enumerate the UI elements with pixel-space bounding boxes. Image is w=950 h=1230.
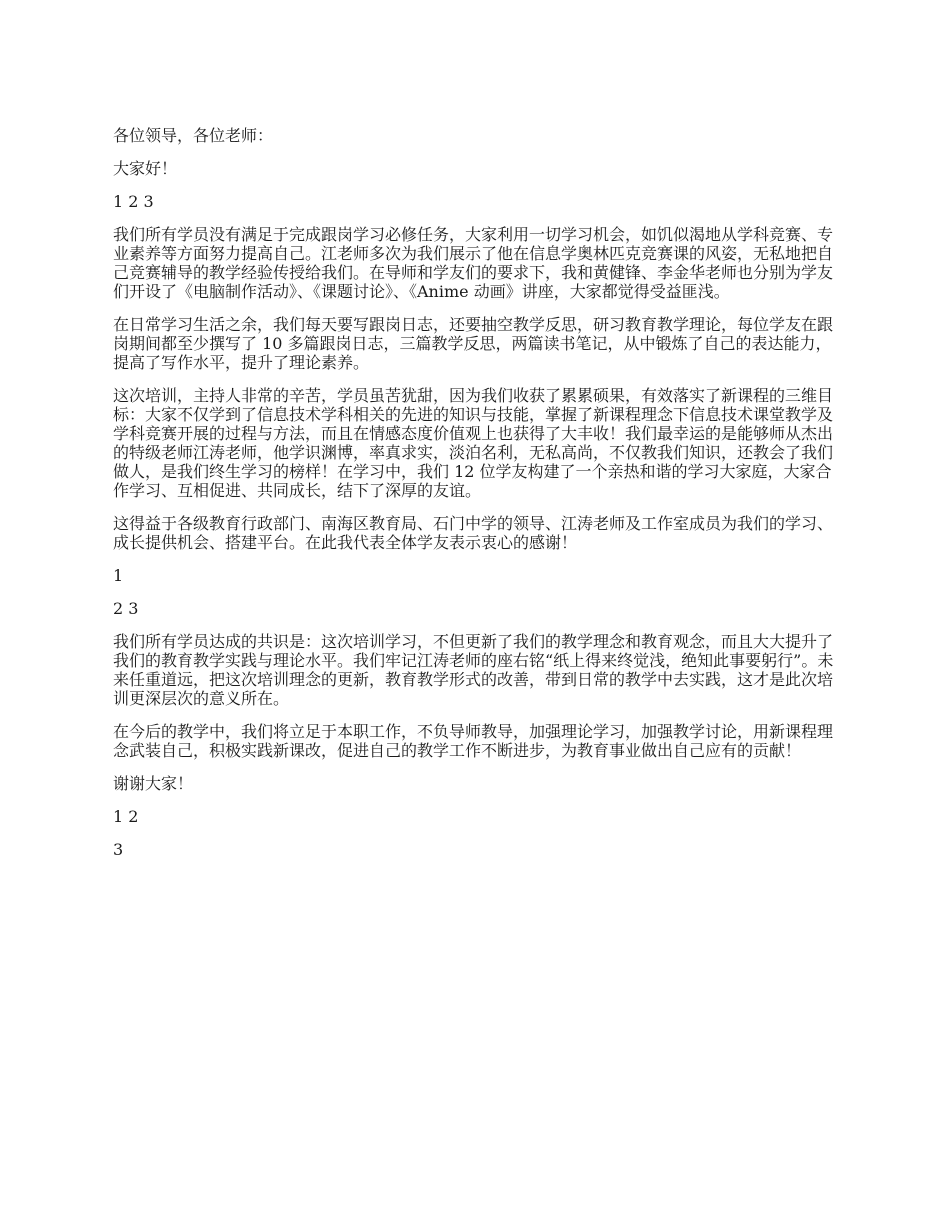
body-paragraph: 这次培训，主持人非常的辛苦，学员虽苦犹甜，因为我们收获了累累硕果，有效落实了新课程的三维目标：大家不仅学到了信息技术学科相关的先进的知识与技能，掌握了新课程理念下信息技术课堂教学及学科竞赛开展的过程与方法，而且在情感态度价值观上也获得了大丰收！我们最幸运的是能够师从杰出的特级老师江涛老师，他学识渊博，率真求实，淡泊名利，无私高尚，不仅教我们知识，还教会了我们做人，是我们终生学习的榜样！在学习中，我们 12 位学友构建了一个亲热和谐的学习大家庭，大家合作学习、互相促进、共同成长，结下了深厚的友谊。 (113, 386, 834, 500)
section-number: 1 (113, 566, 124, 585)
greeting: 大家好！ (113, 159, 178, 178)
section-number: 1 2 (113, 807, 139, 826)
salutation: 各位领导，各位老师： (113, 126, 274, 145)
section-number: 1 2 3 (113, 192, 154, 211)
body-paragraph: 在日常学习生活之余，我们每天要写跟岗日志，还要抽空教学反思，研习教育教学理论，每位学友在跟岗期间都至少撰写了 10 多篇跟岗日志，三篇教学反思，两篇读书笔记，从中锻炼了自己的表达能力，提高了写作水平，提升了理论素养。 (113, 315, 834, 372)
body-paragraph: 我们所有学员达成的共识是：这次培训学习，不但更新了我们的教学理念和教育观念，而且大大提升了我们的教育教学实践与理论水平。我们牢记江涛老师的座右铭“纸上得来终觉浅，绝知此事要躬行”。未来任重道远，把这次培训理念的更新，教育教学形式的改善，带到日常的教学中去实践，这才是此次培训更深层次的意义所在。 (113, 632, 834, 708)
body-paragraph: 这得益于各级教育行政部门、南海区教育局、石门中学的领导、江涛老师及工作室成员为我们的学习、成长提供机会、搭建平台。在此我代表全体学友表示衷心的感谢！ (113, 514, 834, 552)
body-paragraph: 我们所有学员没有满足于完成跟岗学习必修任务，大家利用一切学习机会，如饥似渴地从学科竞赛、专业素养等方面努力提高自己。江老师多次为我们展示了他在信息学奥林匹克竞赛课的风姿，无私地把自己竞赛辅导的教学经验传授给我们。在导师和学友们的要求下，我和黄健锋、李金华老师也分别为学友们开设了《电脑制作活动》、《课题讨论》、《Anime 动画》讲座，大家都觉得受益匪浅。 (113, 225, 834, 301)
closing-thanks: 谢谢大家！ (113, 774, 194, 793)
body-paragraph: 在今后的教学中，我们将立足于本职工作，不负导师教导，加强理论学习，加强教学讨论，用新课程理念武装自己，积极实践新课改，促进自己的教学工作不断进步，为教育事业做出自己应有的贡献！ (113, 722, 834, 760)
section-number: 2 3 (113, 599, 139, 618)
section-number: 3 (113, 840, 124, 859)
document-body (113, 126, 841, 873)
